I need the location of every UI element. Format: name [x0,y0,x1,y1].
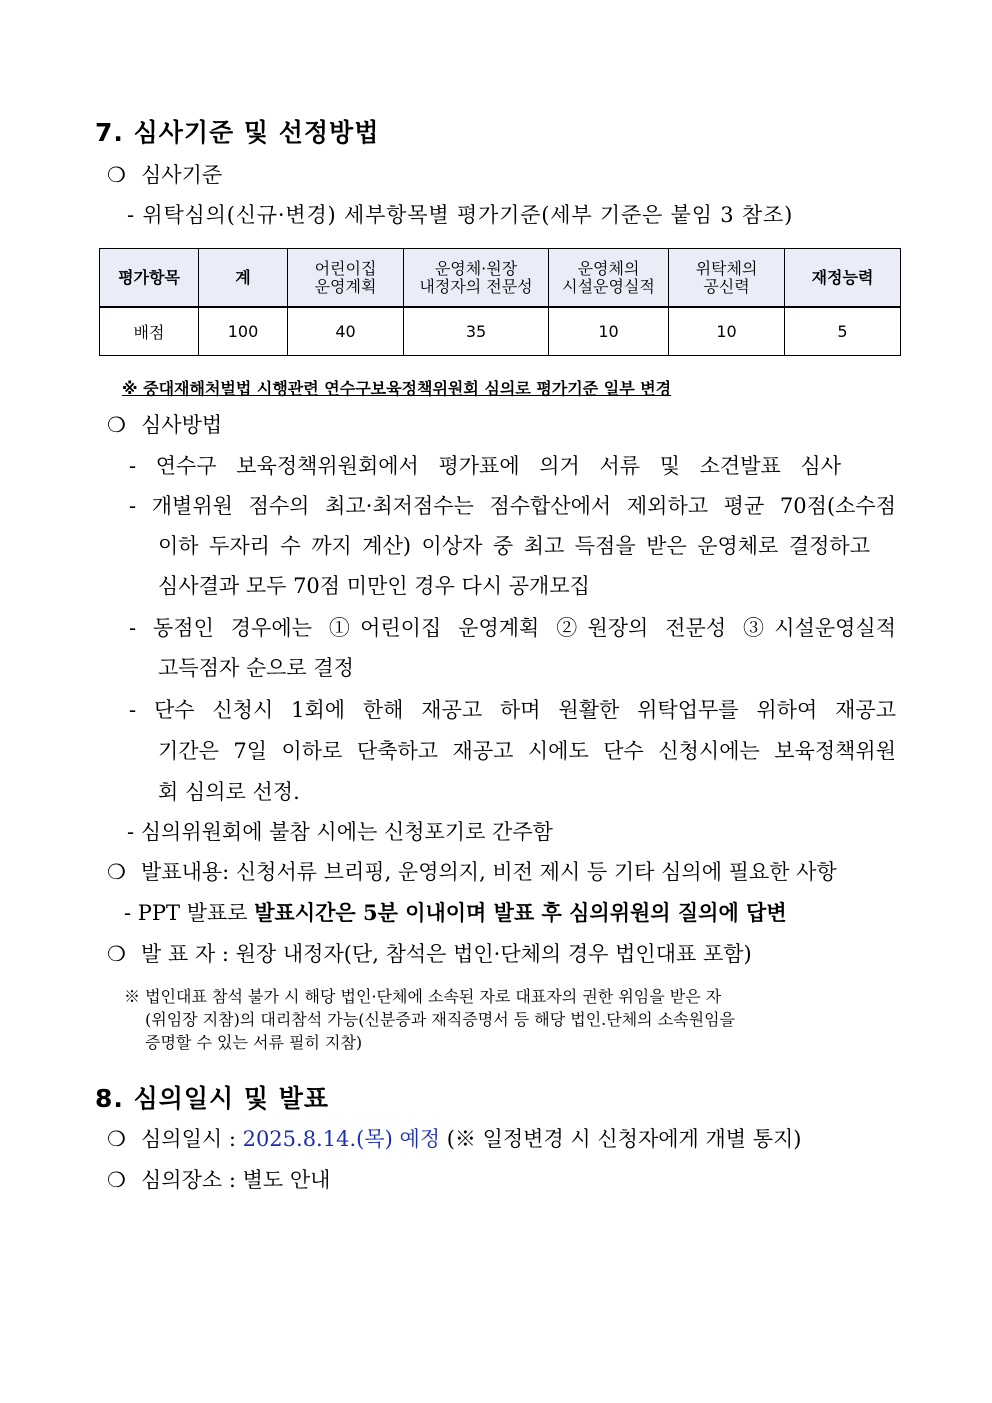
method-line: - 연수구 보육정책위원회에서 평가표에 의거 서류 및 소견발표 심사 [129,454,841,478]
method-line: - 단수 신청시 1회에 한해 재공고 하며 원활한 위탁업무를 위하여 재공고 [129,698,896,722]
section8-title: 8. 심의일시 및 발표 [95,1084,330,1113]
table-cell: 100 [199,307,288,356]
criteria-heading: ❍ 심사기준 [107,160,222,190]
table-cell: 10 [669,307,785,356]
evaluation-table [99,248,901,356]
presentation-sub: - PPT 발표로 발표시간은 5분 이내이며 발표 후 심의위원의 질의에 답변 [124,900,787,925]
header-cell: 어린이집 운영계획 [288,249,404,308]
table-note: ※ 중대재해처벌법 시행관련 연수구보육정책위원회 심의로 평가기준 일부 변경 [122,379,672,398]
section7-title: 7. 심사기준 및 선정방법 [95,118,380,147]
presentation-heading: ❍ 발표내용: 신청서류 브리핑, 운영의지, 비전 제시 등 기타 심의에 필요한 사항 [107,857,837,887]
presenter-note: (위임장 지참)의 대리참석 가능(신분증과 재직증명서 등 해당 법인.단체의 소속원임을 [145,1010,736,1029]
table-cell: 35 [404,307,549,356]
header-cell: 재정능력 [785,249,901,308]
header-cell: 운영체의 시설운영실적 [549,249,669,308]
header-cell: 위탁체의 공신력 [669,249,785,308]
method-line: 회 심의로 선정. [158,780,300,804]
place-line: ❍ 심의장소 : 별도 안내 [107,1165,330,1195]
method-line: - 개별위원 점수의 최고·최저점수는 점수합산에서 제외하고 평균 70점(소수점 [129,494,896,518]
presenter-note: 증명할 수 있는 서류 필히 지참) [145,1033,363,1052]
bullet-circle-icon: ❍ [107,1127,126,1151]
table-row [100,307,901,356]
method-line: 심사결과 모두 70점 미만인 경우 다시 공개모집 [158,574,590,598]
table-cell: 배점 [100,307,199,356]
bullet-circle-icon: ❍ [107,860,126,884]
header-cell: 운영체·원장 내정자의 전문성 [404,249,549,308]
header-cell: 계 [199,249,288,308]
table-header-row [100,249,901,308]
bullet-circle-icon: ❍ [107,163,126,187]
criteria-sub: - 위탁심의(신규·변경) 세부항목별 평가기준(세부 기준은 붙임 3 참조) [127,203,794,227]
method-line: 이하 두자리 수 까지 계산) 이상자 중 최고 득점을 받은 운영체로 결정하고 [158,534,870,558]
header-cell: 평가항목 [100,249,199,308]
presenter-note: ※ 법인대표 참석 불가 시 해당 법인·단체에 소속된 자로 대표자의 권한 위임을 받은 자 [124,987,722,1006]
bullet-circle-icon: ❍ [107,1168,126,1192]
table-cell: 40 [288,307,404,356]
method-line: 고득점자 순으로 결정 [158,656,354,680]
method-line: - 동점인 경우에는 ①어린이집 운영계획 ②원장의 전문성 ③시설운영실적 [129,616,896,640]
method-line: 기간은 7일 이하로 단축하고 재공고 시에도 단수 신청시에는 보육정책위원 [158,739,896,763]
table-cell: 10 [549,307,669,356]
method-line: - 심의위원회에 불참 시에는 신청포기로 간주함 [127,820,553,844]
date-line: ❍ 심의일시 : 2025.8.14.(목) 예정 (※ 일정변경 시 신청자에게 개별 통지) [107,1124,802,1154]
bullet-circle-icon: ❍ [107,942,126,966]
date-value: 2025.8.14.(목) 예정 [242,1127,441,1151]
table-cell: 5 [785,307,901,356]
presenter-heading: ❍ 발 표 자 : 원장 내정자(단, 참석은 법인·단체의 경우 법인대표 포함) [107,939,752,969]
method-heading: ❍ 심사방법 [107,410,222,440]
bullet-circle-icon: ❍ [107,413,126,437]
